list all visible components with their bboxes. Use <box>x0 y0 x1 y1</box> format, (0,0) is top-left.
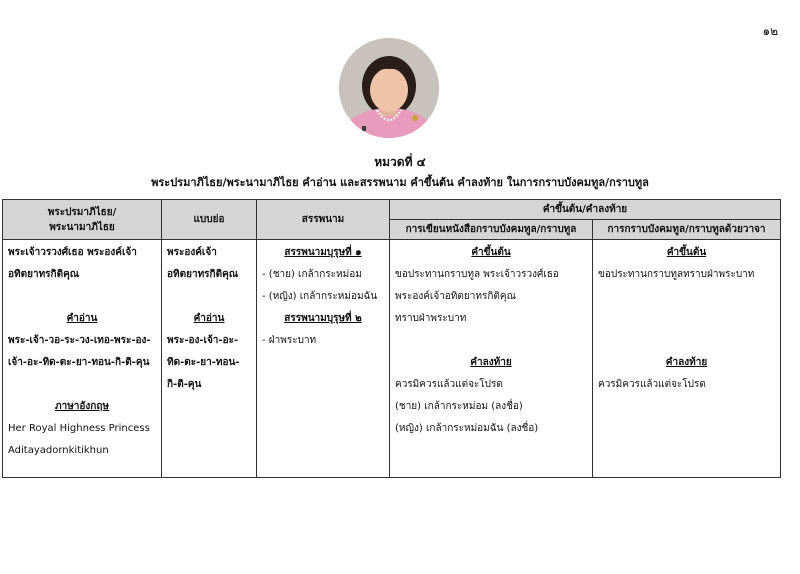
short-reading-heading: คำอ่าน <box>193 313 225 324</box>
written-opening-heading: คำขึ้นต้น <box>471 247 511 258</box>
short-form-line1: พระองค์เจ้า <box>167 247 217 258</box>
chapter-title: หมวดที่ ๔ <box>374 155 426 169</box>
cell-pronoun <box>257 240 390 478</box>
english-name-line2: Aditayadornkitikhun <box>8 445 109 456</box>
first-person-heading: สรรพนามบุรุษที่ ๑ <box>284 247 362 258</box>
header-written-address: การเขียนหนังสือกราบบังคมทูล/กราบทูล <box>390 220 593 240</box>
written-closing-line2: (ชาย) เกล้ากระหม่อม (ลงชื่อ) <box>395 401 523 412</box>
verbal-opening-line1: ขอประทานกราบทูลทราบฝ่าพระบาท <box>598 269 755 280</box>
written-closing-heading: คำลงท้าย <box>470 357 512 368</box>
header-royal-name-line2: พระนามาภิไธย <box>49 221 115 233</box>
verbal-closing-line1: ควรมิควรแล้วแต่จะโปรด <box>598 379 706 390</box>
short-reading-line3: กิ-ติ-คุน <box>167 379 202 390</box>
royal-titles-table <box>2 199 781 478</box>
written-opening-line3: ทราบฝ่าพระบาท <box>395 313 467 324</box>
short-form-line2: อทิตยาทรกิติคุณ <box>167 269 239 280</box>
page-subtitle: พระปรมาภิไธย/พระนามาภิไธย คำอ่าน และสรรพนาม คำขึ้นต้น คำลงท้าย ในการกราบบังคมทูล/กราบทูล <box>151 176 649 189</box>
cell-verbal-address <box>593 240 781 478</box>
written-closing-line3: (หญิง) เกล้ากระหม่อมฉัน (ลงชื่อ) <box>395 423 539 434</box>
written-closing-line1: ควรมิควรแล้วแต่จะโปรด <box>395 379 503 390</box>
first-person-male: - (ชาย) เกล้ากระหม่อม <box>262 269 362 280</box>
short-reading-line1: พระ-อง-เจ้า-อะ- <box>167 335 239 346</box>
written-opening-line1: ขอประทานกราบทูล พระเจ้าวรวงศ์เธอ <box>395 269 559 280</box>
cell-short-form <box>162 240 257 478</box>
header-short-form: แบบย่อ <box>162 200 257 240</box>
portrait-photo <box>339 38 439 138</box>
short-reading-line2: ทิด-ตะ-ยา-ทอน- <box>167 357 240 368</box>
header-royal-name <box>3 200 162 240</box>
header-pronoun: สรรพนาม <box>257 200 390 240</box>
royal-name-line2: อทิตยาทรกิติคุณ <box>8 269 80 280</box>
first-person-female: - (หญิง) เกล้ากระหม่อมฉัน <box>262 291 378 302</box>
header-royal-name-line1: พระปรมาภิไธย/ <box>47 206 117 218</box>
written-opening-line2: พระองค์เจ้าอทิตยาทรกิติคุณ <box>395 291 516 302</box>
verbal-opening-heading: คำขึ้นต้น <box>666 247 707 258</box>
header-verbal-address: การกราบบังคมทูล/กราบทูลด้วยวาจา <box>593 220 781 240</box>
page-number: ๑๒ <box>762 24 778 38</box>
reading-line1: พระ-เจ้า-วอ-ระ-วง-เทอ-พระ-อง- <box>8 335 151 346</box>
second-person-heading: สรรพนามบุรุษที่ ๒ <box>284 313 362 324</box>
english-name-line1: Her Royal Highness Princess <box>8 423 150 434</box>
portrait-image <box>339 38 439 138</box>
royal-name-line1: พระเจ้าวรวงศ์เธอ พระองค์เจ้า <box>8 247 137 258</box>
english-heading: ภาษาอังกฤษ <box>54 401 109 412</box>
cell-royal-name <box>3 240 162 478</box>
verbal-closing-heading: คำลงท้าย <box>665 357 708 368</box>
second-person-value: - ฝ่าพระบาท <box>262 335 317 346</box>
cell-written-address <box>390 240 593 478</box>
header-opening-closing: คำขึ้นต้น/คำลงท้าย <box>390 200 781 220</box>
reading-heading: คำอ่าน <box>66 313 98 324</box>
reading-line2: เจ้า-อะ-ทิด-ตะ-ยา-ทอน-กิ-ติ-คุน <box>8 357 150 368</box>
